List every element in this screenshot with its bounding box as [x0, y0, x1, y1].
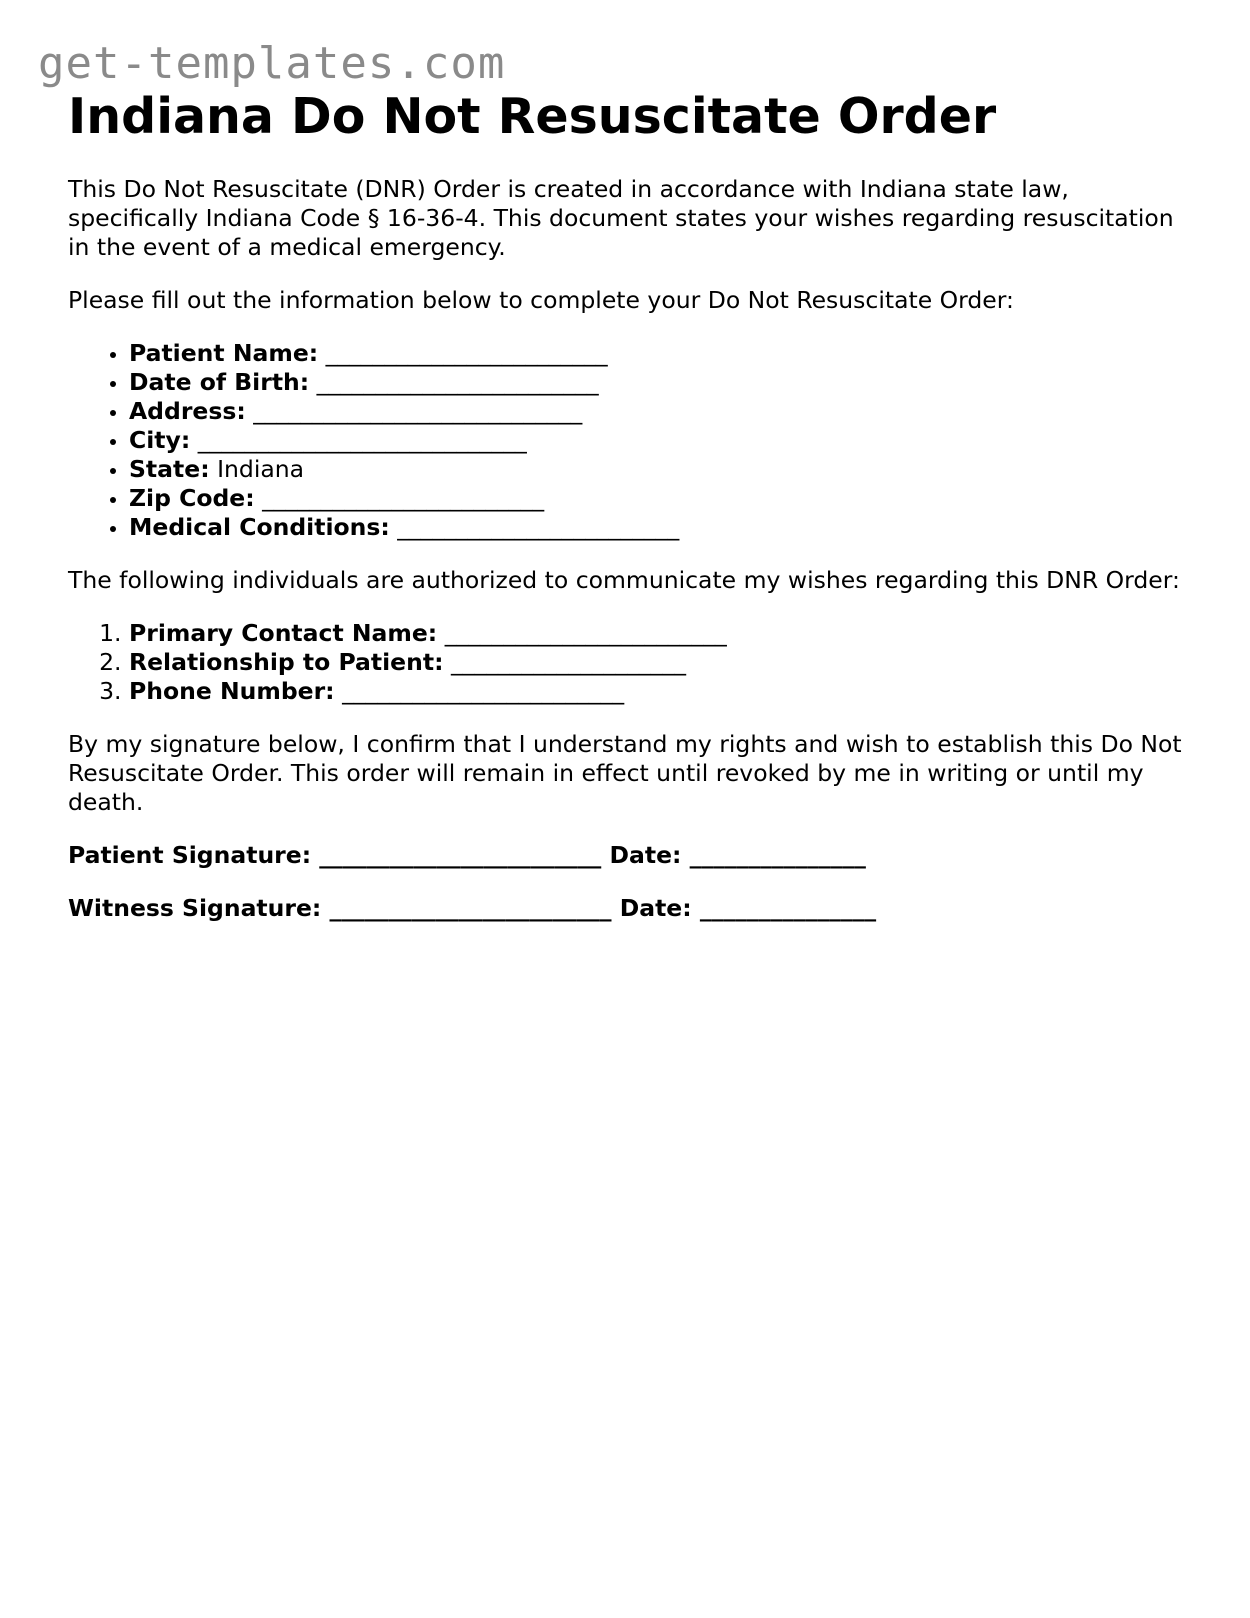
- witness-date-label: Date:: [619, 894, 692, 922]
- field-value[interactable]: ________________________: [444, 619, 727, 647]
- field-label: Date of Birth:: [129, 368, 310, 396]
- zip-code-field[interactable]: [129, 484, 1188, 513]
- witness-signature-label: Witness Signature:: [68, 894, 322, 922]
- witness-signature-line[interactable]: ________________________: [329, 894, 612, 922]
- intro-paragraph: This Do Not Resuscitate (DNR) Order is created in accordance with Indiana state law, specifically Indiana Code § 16-36-4. This document states your wishes regarding resuscitation in the event of a medical emergency.: [68, 175, 1174, 261]
- patient-signature-label: Patient Signature:: [68, 841, 312, 869]
- city-field[interactable]: [129, 426, 1188, 455]
- state-field: [129, 455, 1188, 484]
- field-value[interactable]: ________________________: [262, 484, 545, 512]
- address-field[interactable]: [129, 397, 1188, 426]
- witness-date-line[interactable]: _______________: [699, 894, 877, 922]
- date-of-birth-field[interactable]: [129, 368, 1188, 397]
- field-value[interactable]: ________________________: [325, 339, 608, 367]
- witness-signature-row: [68, 894, 1188, 923]
- confirmation-paragraph: By my signature below, I confirm that I understand my rights and wish to establish this Do Not Resuscitate Order. This order will remain in effect until revoked by me in writing or until my death.: [68, 730, 1182, 816]
- patient-info-list: [68, 339, 1188, 542]
- document-page: [68, 86, 1188, 923]
- field-label: City:: [129, 426, 191, 454]
- field-label: Relationship to Patient:: [129, 648, 444, 676]
- primary-contact-name-field[interactable]: [129, 619, 1188, 648]
- field-value[interactable]: ________________________: [342, 677, 625, 705]
- patient-signature-row: [68, 841, 1188, 870]
- watermark-text: get-templates.com: [38, 38, 506, 89]
- field-value[interactable]: ____________________________: [197, 426, 527, 454]
- field-label: Phone Number:: [129, 677, 335, 705]
- patient-name-field[interactable]: [129, 339, 1188, 368]
- instruction-paragraph: Please fill out the information below to complete your Do Not Resuscitate Order:: [68, 286, 1014, 314]
- medical-conditions-field[interactable]: [129, 513, 1188, 542]
- field-label: Primary Contact Name:: [129, 619, 438, 647]
- field-label: Zip Code:: [129, 484, 255, 512]
- field-value[interactable]: ____________________: [450, 648, 686, 676]
- page-title: Indiana Do Not Resuscitate Order: [68, 88, 997, 145]
- field-value[interactable]: ________________________: [316, 368, 599, 396]
- field-label: Address:: [129, 397, 246, 425]
- patient-date-line[interactable]: _______________: [689, 841, 866, 869]
- phone-number-field[interactable]: [129, 677, 1188, 706]
- field-label: Patient Name:: [129, 339, 319, 367]
- field-value[interactable]: ____________________________: [253, 397, 583, 425]
- patient-signature-line[interactable]: ________________________: [319, 841, 602, 869]
- field-label: State:: [129, 455, 210, 483]
- authorized-paragraph: The following individuals are authorized to communicate my wishes regarding this DNR Order:: [68, 566, 1180, 594]
- field-label: Medical Conditions:: [129, 513, 390, 541]
- relationship-field[interactable]: [129, 648, 1188, 677]
- field-value[interactable]: ________________________: [397, 513, 680, 541]
- contact-list: [68, 619, 1188, 706]
- patient-date-label: Date:: [609, 841, 682, 869]
- field-value: Indiana: [217, 455, 305, 483]
